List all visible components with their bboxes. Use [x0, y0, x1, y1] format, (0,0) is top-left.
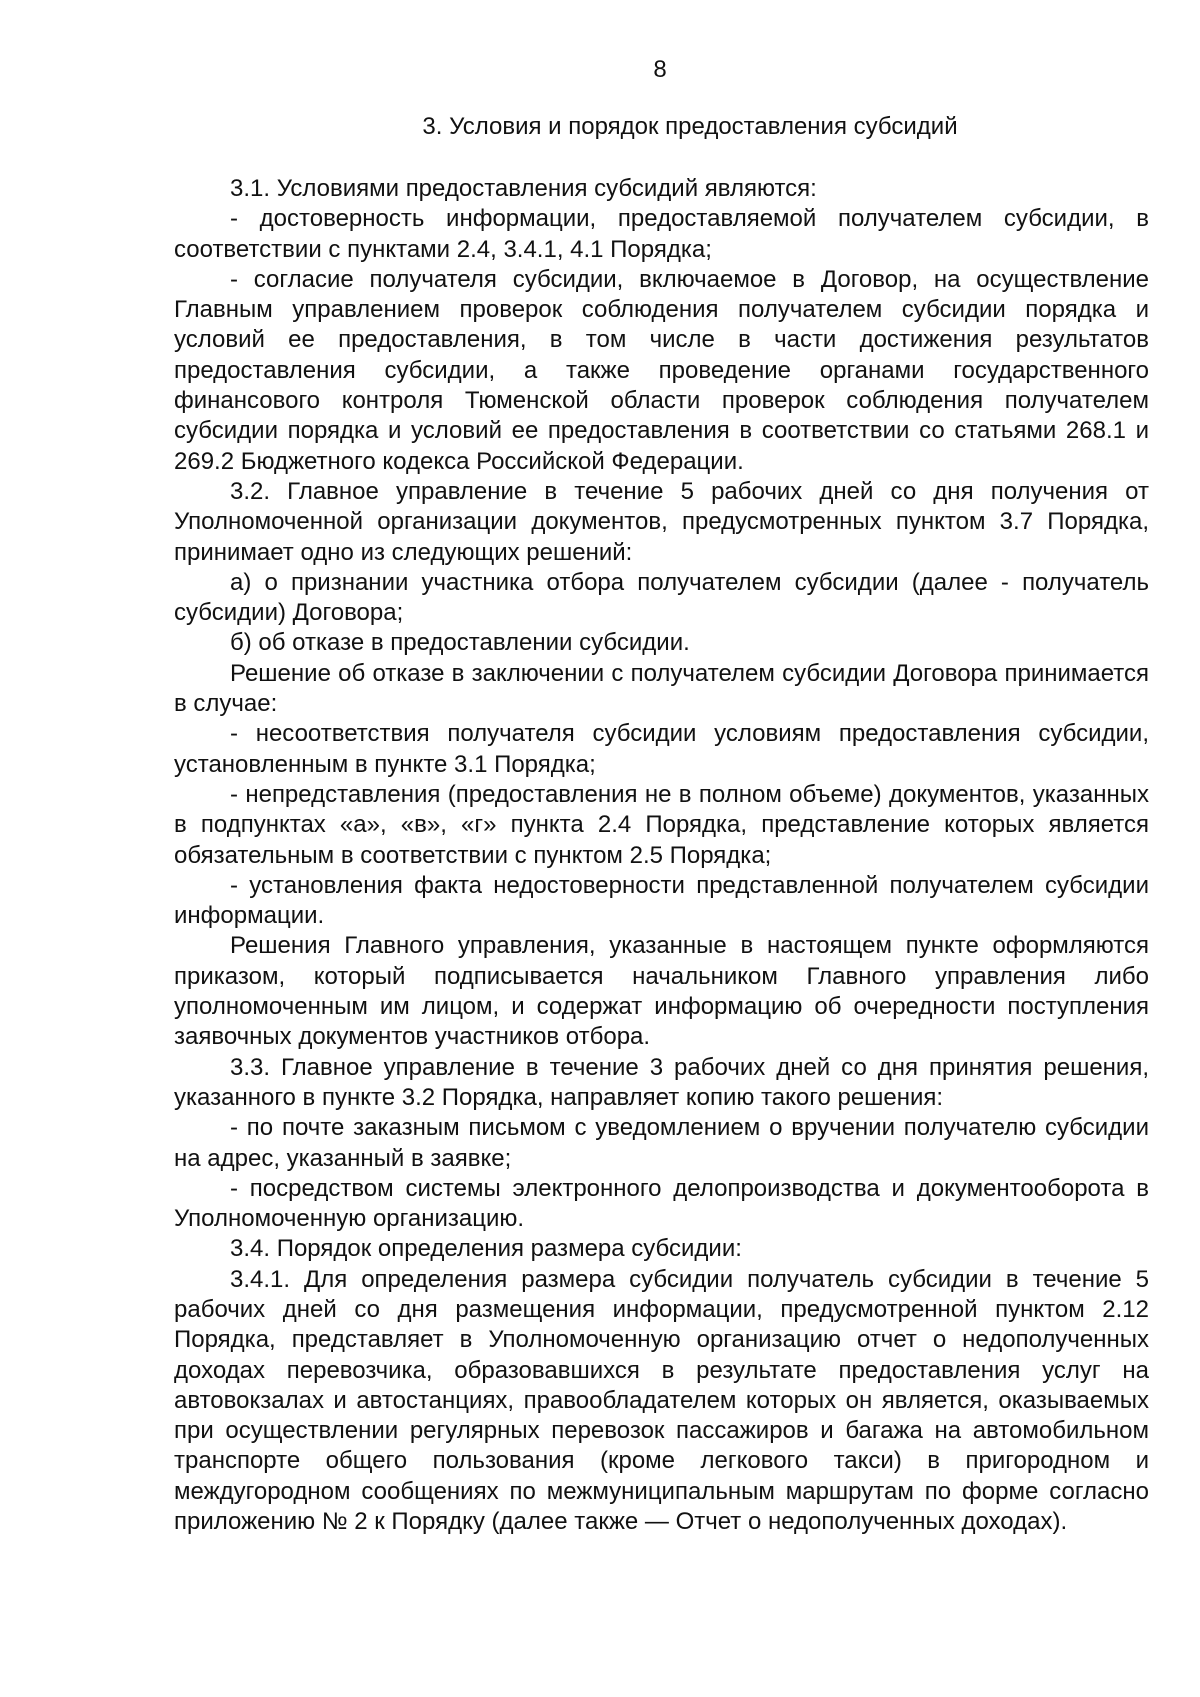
page-number: 8 — [653, 56, 667, 83]
paragraph-3-3: 3.3. Главное управление в течение 3 рабочих дней со дня принятия решения, указанного в пункте 3.2 Порядка, направляет копию такого решения: — [174, 1053, 1149, 1111]
paragraph-refusal-decision: Решение об отказе в заключении с получателем субсидии Договора принимается в случае: — [174, 659, 1149, 718]
paragraph-option-a: а) о признании участника отбора получателем субсидии (далее - получатель субсидии) Договора; — [174, 568, 1149, 627]
paragraph-bullet-unreliability: - установления факта недостоверности представленной получателем субсидии информации. — [174, 871, 1149, 930]
paragraph-decisions-order: Решения Главного управления, указанные в настоящем пункте оформляются приказом, который подписывается начальником Главного управления либо уполномоченным им лицом, и содержат информацию об очередности поступления заявочных документов участников отбора. — [174, 932, 1149, 1051]
paragraph-option-b: б) об отказе в предоставлении субсидии. — [230, 629, 690, 657]
paragraph-bullet-edms: - посредством системы электронного делопроизводства и документооборота в Уполномоченную организацию. — [174, 1174, 1149, 1233]
paragraph-3-4-1: 3.4.1. Для определения размера субсидии получатель субсидии в течение 5 рабочих дней со дня размещения информации, предусмотренной пунктом 2.12 Порядка, представляет в Уполномоченную организацию отчет о недополученных доходах перевозчика, образовавшихся в результате предоставления услуг на автовокзалах и автостанциях, правообладателем которых он является, оказываемых при осуществлении регулярных перевозок пассажиров и багажа на автомобильном транспорте общего пользования (кроме легкового такси) в пригородном и междугородном сообщениях по межмуниципальным маршрутам по форме согласно приложению № 2 к Порядку (далее также — Отчет о недополученных доходах). — [174, 1265, 1149, 1536]
paragraph-bullet-consent: - согласие получателя субсидии, включаемое в Договор, на осуществление Главным управлением проверок соблюдения получателем субсидии порядка и условий ее предоставления, в том числе в части достижения результатов предоставления субсидии, а также проведение органами государственного финансового контроля Тюменской области проверок соблюдения получателем субсидии порядка и условий ее предоставления в соответствии со статьями 268.1 и 269.2 Бюджетного кодекса Российской Федерации. — [174, 265, 1149, 475]
paragraph-bullet-mail: - по почте заказным письмом с уведомлением о вручении получателю субсидии на адрес, указанный в заявке; — [174, 1114, 1149, 1172]
section-title: 3. Условия и порядок предоставления субсидий — [422, 113, 958, 140]
paragraph-bullet-nonconformity: - несоответствия получателя субсидии условиям предоставления субсидии, установленным в пункте 3.1 Порядка; — [174, 720, 1149, 778]
paragraph-bullet-nonsubmission: - непредставления (предоставления не в полном объеме) документов, указанных в подпунктах «а», «в», «г» пункта 2.4 Порядка, представление которых является обязательным в соответствии с пунктом 2.5 Порядка; — [174, 780, 1149, 869]
paragraph-bullet-reliability: - достоверность информации, предоставляемой получателем субсидии, в соответствии с пунктами 2.4, 3.4.1, 4.1 Порядка; — [174, 205, 1149, 263]
paragraph-3-4: 3.4. Порядок определения размера субсидии: — [230, 1235, 742, 1263]
paragraph-3-1: 3.1. Условиями предоставления субсидий являются: — [230, 175, 817, 202]
document-body — [174, 174, 1149, 1537]
paragraph-3-2: 3.2. Главное управление в течение 5 рабочих дней со дня получения от Уполномоченной организации документов, предусмотренных пунктом 3.7 Порядка, принимает одно из следующих решений: — [174, 477, 1149, 566]
